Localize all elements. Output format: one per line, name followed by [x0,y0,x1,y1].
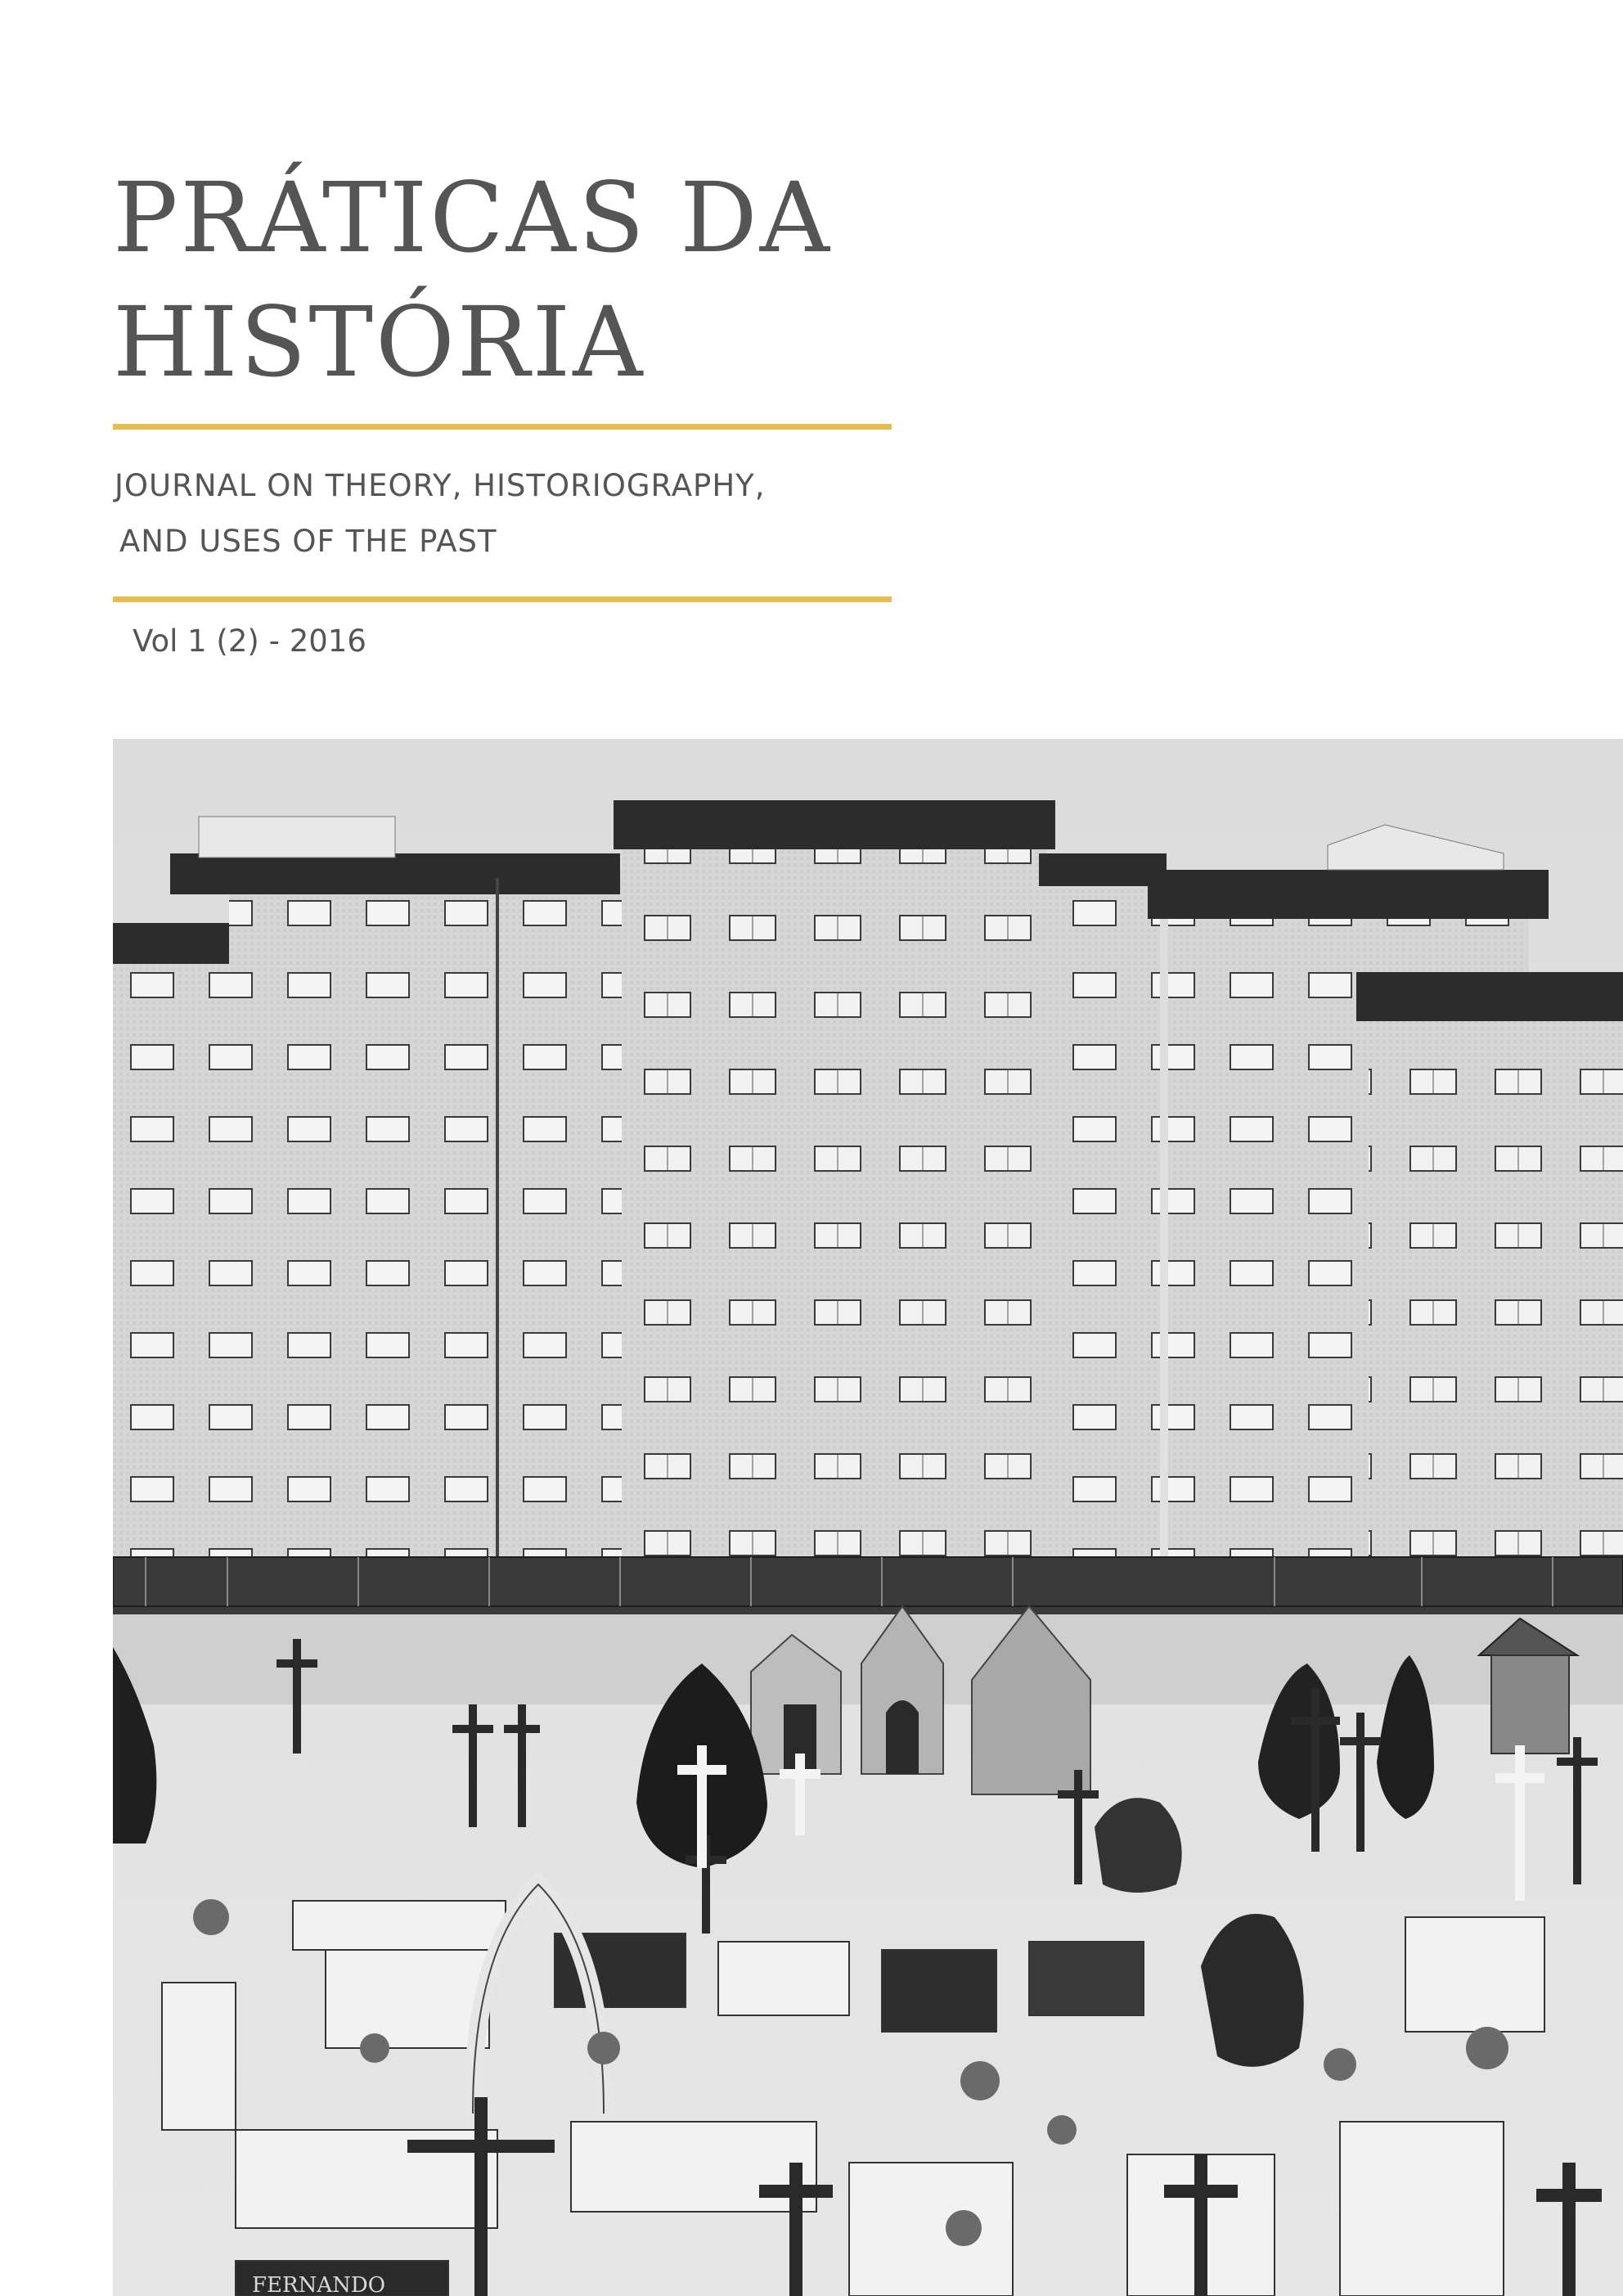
accent-rule-bottom [113,597,892,602]
journal-subtitle-line-1: JOURNAL ON THEORY, HISTORIOGRAPHY, [115,468,766,503]
journal-title-line-1: PRÁTICAS DA [113,161,832,274]
journal-subtitle-line-2: AND USES OF THE PAST [119,524,497,559]
journal-title-line-2: HISTÓRIA [113,286,645,398]
cover-photo [113,739,1623,2296]
journal-subtitle [115,458,766,569]
accent-rule-top [113,424,892,430]
grave-inscription: FERNANDO [252,2273,386,2296]
volume-issue-label: Vol 1 (2) - 2016 [133,624,366,659]
journal-title [113,155,832,404]
building-and-cemetery-photo-icon [113,739,1623,2296]
